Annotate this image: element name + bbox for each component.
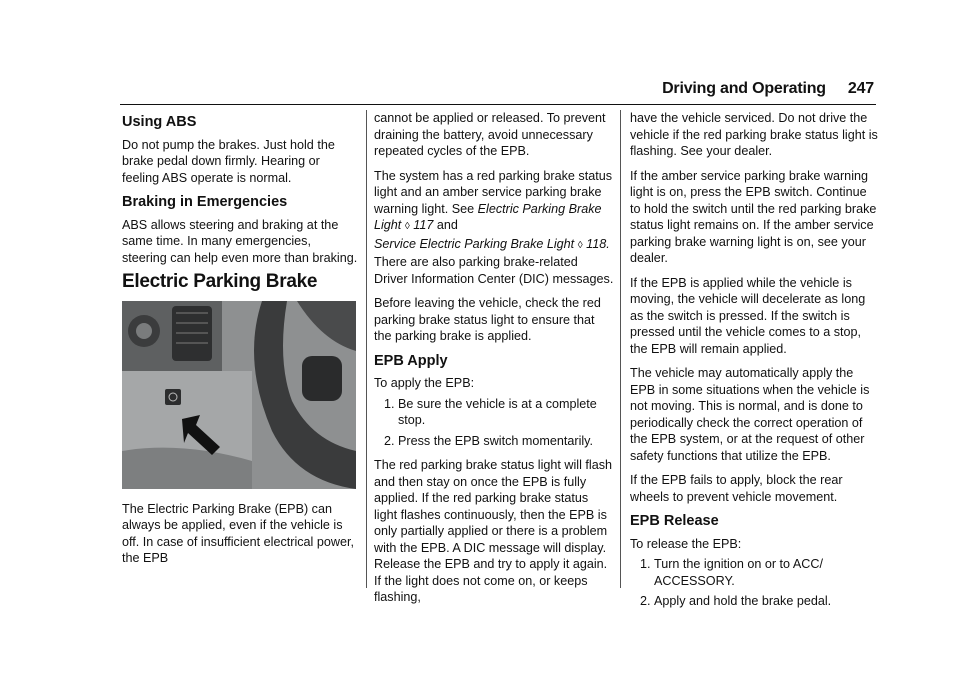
release-steps	[630, 556, 880, 610]
xref-service-epb-light[interactable]: Service Electric Parking Brake Light	[374, 236, 575, 251]
heading-braking-emergencies: Braking in Emergencies	[122, 194, 288, 210]
column-1	[122, 110, 358, 575]
heading-electric-parking-brake: Electric Parking Brake	[122, 271, 318, 292]
page-ref-icon: ◊	[404, 221, 410, 232]
paragraph: have the vehicle serviced. Do not drive the vehicle if the red parking brake status light is flashing. See your dealer.	[630, 111, 878, 158]
list-item: 2. Apply and hold the brake pedal.	[654, 593, 880, 610]
paragraph-with-references: The system has a red parking brake status light and an amber service parking brake warning light. See Electric Parking Brake Light ◊ 117 and Service Electric Parking Brake Light ◊ 118. There are also parking brake-related Driver Information Center (DIC) messages.	[374, 168, 614, 286]
paragraph: If the EPB fails to apply, block the rear wheels to prevent vehicle movement.	[630, 473, 843, 504]
paragraph: Before leaving the vehicle, check the red parking brake status light to ensure that the parking brake is applied.	[374, 296, 601, 343]
paragraph: The Electric Parking Brake (EPB) can always be applied, even if the vehicle is off. In case of insufficient electrical power, the EPB	[122, 501, 354, 565]
paragraph: Do not pump the brakes. Just hold the brake pedal down firmly. Hearing or feeling ABS operate is normal.	[122, 137, 335, 185]
list-item: 2. Press the EPB switch momentarily.	[398, 433, 614, 450]
paragraph: cannot be applied or released. To prevent draining the battery, avoid unnecessary repeated cycles of the EPB.	[374, 111, 606, 158]
running-head	[0, 80, 874, 98]
list-item: 1. Turn the ignition on or to ACC/ ACCESSORY.	[654, 556, 880, 589]
paragraph: To apply the EPB:	[374, 376, 475, 390]
header-rule	[120, 104, 876, 105]
column-3	[630, 110, 880, 618]
xref-epb-light[interactable]: Electric Parking Brake Light	[374, 201, 602, 232]
paragraph: The vehicle may automatically apply the EPB in some situations when the vehicle is not moving. This is normal, and is done to periodically check the correct operation of the EPB system, or at the request of other safety functions that utilize the EPB.	[630, 366, 870, 463]
heading-using-abs: Using ABS	[122, 114, 197, 130]
heading-epb-apply: EPB Apply	[374, 352, 448, 369]
column-divider-2	[620, 110, 621, 588]
page-number: 247	[847, 80, 874, 97]
section-title: Driving and Operating	[662, 80, 826, 97]
list-item: 1. Be sure the vehicle is at a complete stop.	[398, 396, 614, 429]
paragraph: If the EPB is applied while the vehicle is moving, the vehicle will decelerate as long as the switch is pressed. If the switch is pressed until the vehicle comes to a stop, the EPB will remain applied.	[630, 275, 866, 356]
apply-steps	[374, 396, 614, 450]
column-2	[374, 110, 614, 614]
page-ref-icon: ◊	[577, 239, 583, 251]
paragraph: To release the EPB:	[630, 536, 742, 551]
column-divider-1	[366, 110, 367, 588]
paragraph: If the amber service parking brake warning light is on, press the EPB switch. Continue to hold the switch until the red parking brake status light remains on. If the amber service parking brake warning light is on, see your dealer.	[630, 168, 877, 265]
epb-switch-photo	[122, 301, 356, 489]
heading-epb-release: EPB Release	[630, 513, 719, 529]
paragraph: ABS allows steering and braking at the same time. In many emergencies, steering can help even more than braking.	[122, 217, 358, 265]
paragraph: The red parking brake status light will flash and then stay on once the EPB is fully applied. If the red parking brake status light flashes continuously, then the EPB is only partially applied or there is a problem with the EPB. A DIC message will display. Release the EPB and try to apply it again. If the light does not come on, or keeps flashing,	[374, 458, 612, 604]
